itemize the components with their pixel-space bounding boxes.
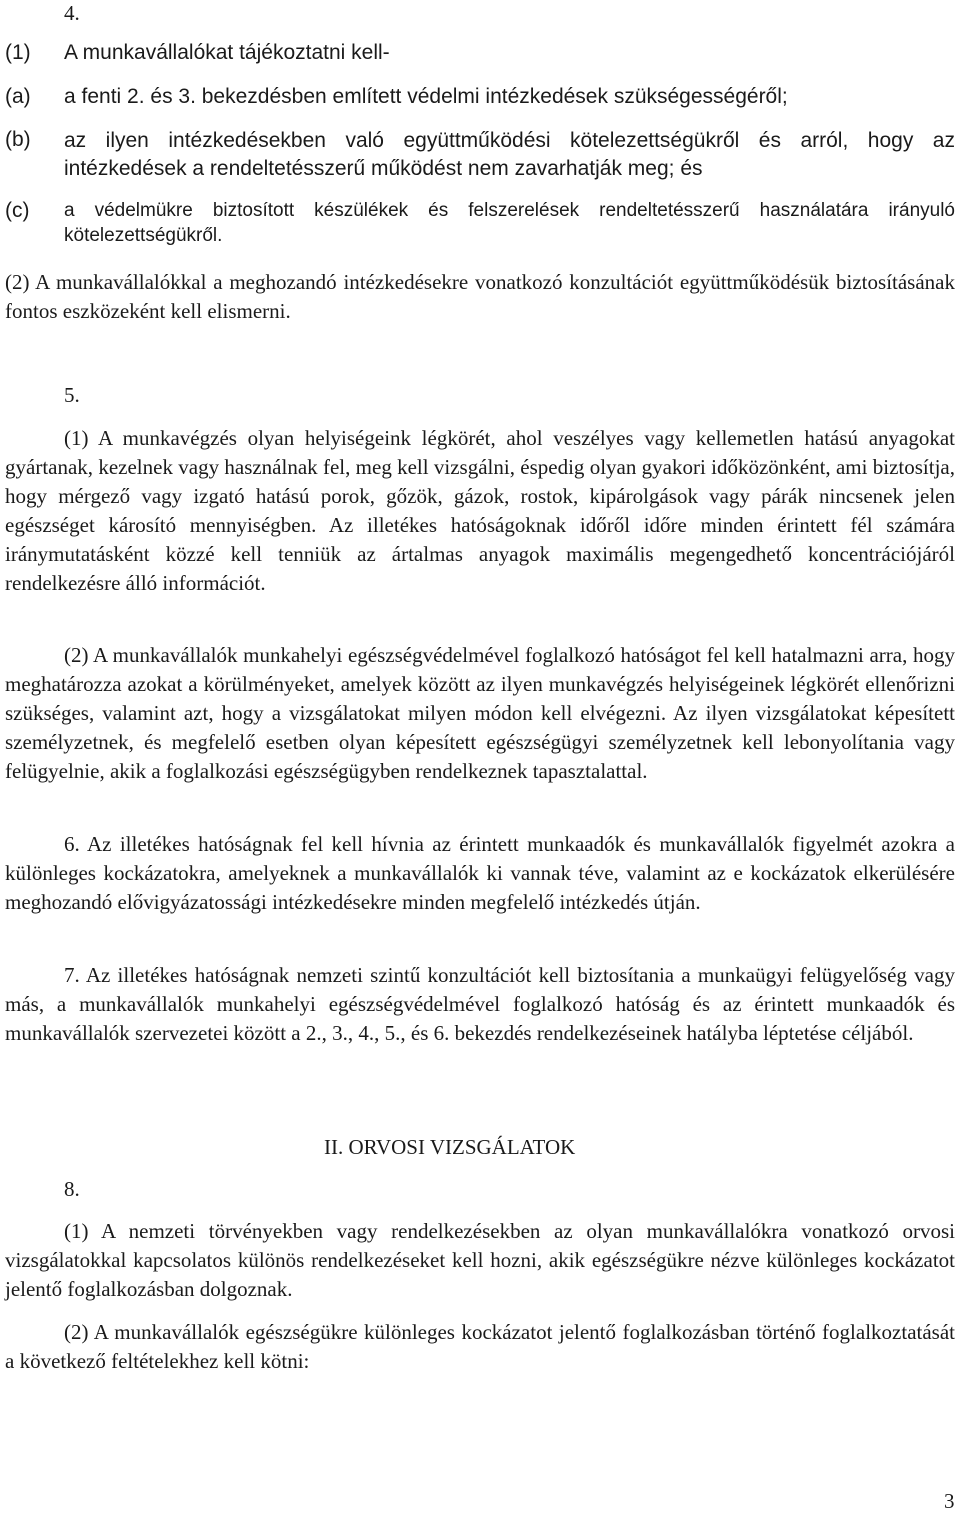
section-4-p1-label: (1): [5, 41, 31, 64]
chapter-title: II. ORVOSI VIZSGÁLATOK: [324, 1135, 576, 1159]
section-4-item-c-text: a védelmükre biztosított készülékek és felszerelések rendeltetésszerű használatára irányuló kötelezettségükről.: [64, 200, 955, 246]
section-5-number: 5.: [64, 383, 80, 407]
section-4-p1-text: A munkavállalókat tájékoztatni kell-: [64, 41, 390, 64]
section-4-item-a-text: a fenti 2. és 3. bekezdésben említett védelmi intézkedések szükségességéről;: [64, 85, 788, 108]
section-8-p1: (1) A nemzeti törvényekben vagy rendelkezésekben az olyan munkavállalókra vonatkozó orvosi vizsgálatokkal kapcsolatos különös rendelkezéseket kell hozni, akik egészségükre nézve különleges kockázatot jelentő foglalkozásban dolgoznak.: [5, 1219, 955, 1301]
section-4-item-b-label: (b): [5, 128, 31, 151]
section-8-p2: (2) A munkavállalók egészségükre különleges kockázatot jelentő foglalkozásban történő foglalkoztatását a következő feltételekhez kell kötni:: [5, 1320, 955, 1373]
section-7: 7. Az illetékes hatóságnak nemzeti szintű konzultációt kell biztosítania a munkaügyi felügyelőség vagy más, a munkavállalók munkahelyi egészségvédelmével foglalkozó hatóság és az érintett munkaadók és munkavállalók szervezetei között a 2., 3., 4., 5., és 6. bekezdés rendelkezéseinek hatályba léptetése céljából.: [5, 963, 955, 1045]
section-5-p1: (1) A munkavégzés olyan helyiségeink légkörét, ahol veszélyes vagy kellemetlen hatású anyagokat gyártanak, kezelnek vagy használnak fel, meg kell vizsgálni, éspedig olyan gyakori időközönként, ami biztosítja, hogy mérgező vagy izgató hatású porok, gőzök, gázok, rostok, kipárolgások vagy párák nincsenek jelen egészséget károsító mennyiségben. Az illetékes hatóságoknak időről időre minden érintett fél számára iránymutatásként közzé kell tenniük az ártalmas anyagok maximális megengedhető koncentrációjáról rendelkezésre álló információt.: [5, 426, 955, 595]
page-number: 3: [944, 1489, 955, 1513]
section-5-p2: (2) A munkavállalók munkahelyi egészségvédelmével foglalkozó hatóságot fel kell hatalmazni arra, hogy meghatározza azokat a körülményeket, amelyek között az ilyen munkavégzés helyiségeinek légkörét ellenőrizni szükséges, valamint azt, hogy a vizsgálatokat milyen módon kell elvégezni. Az ilyen vizsgálatokat képesített személyzetnek, és megfelelő esetben olyan képesített egészségügyi személyzetnek kell lebonyolítania vagy felügyelnie, akik a foglalkozási egészségügyben rendelkeznek tapasztalattal.: [5, 643, 955, 783]
section-6: 6. Az illetékes hatóságnak fel kell hívnia az érintett munkaadók és munkavállalók figyelmét azokra a különleges kockázatokra, amelyeknek a munkavállalók ki vannak téve, valamint az e kockázatok elkerülésére meghozandó elővigyázatossági intézkedésekre minden megfelelő intézkedés útján.: [5, 832, 955, 914]
section-4-item-c-label: (c): [5, 199, 30, 222]
section-4-number: 4.: [64, 1, 80, 25]
section-4-p2: (2) A munkavállalókkal a meghozandó intézkedésekre vonatkozó konzultációt együttműködésük biztosításának fontos eszközeként kell elismerni.: [5, 270, 955, 323]
section-8-number: 8.: [64, 1177, 80, 1201]
section-4-item-b-text: az ilyen intézkedésekben való együttműködési kötelezettségükről és arról, hogy az intézkedések a rendeltetésszerű működést nem zavarhatják meg; és: [64, 129, 955, 180]
section-4-item-a-label: (a): [5, 85, 31, 108]
